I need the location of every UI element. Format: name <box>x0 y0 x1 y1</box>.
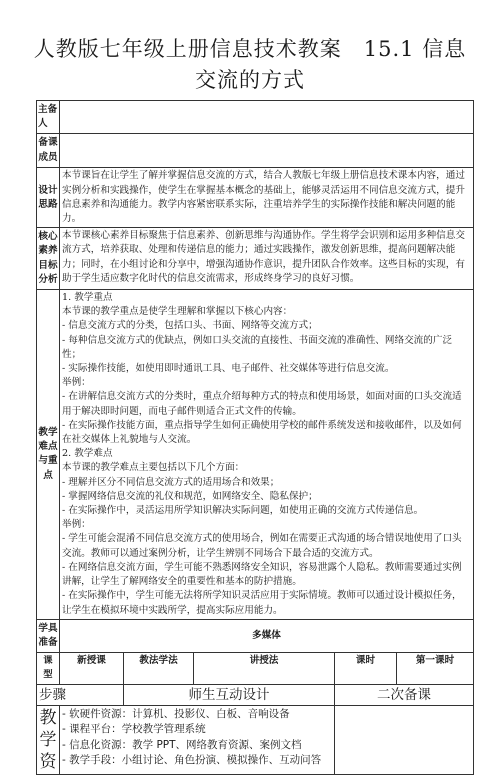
keypoints-line: - 在讲解信息交流方式的分类时，重点介绍每种方式的特点和使用场景，如面对面的口头交流适用于解决即时问题，而电子邮件则适合正式文件的传输。 <box>62 391 462 417</box>
keypoints-line: - 掌握网络信息交流的礼仪和规范，如网络安全、隐私保护； <box>62 490 318 502</box>
members-label: 备课 成员 <box>37 134 60 168</box>
keypoints-line: - 在实际操作中，学生可能无法将所学知识灵活应用于实际情境。教师可以通过设计模拟任务，让学生在模拟环境中实践所学，提高实际应用能力。 <box>62 590 462 616</box>
keypoints-line: 举例： <box>62 377 91 389</box>
resource-item: - 教学手段：小组讨论、角色扮演、模拟操作、互动问答 <box>62 754 322 767</box>
resources-label: 教 学 资 <box>37 705 60 774</box>
resource-item: - 课程平台：学校教学管理系统 <box>62 723 206 736</box>
resources-content <box>60 705 335 774</box>
type-value: 新授课 <box>60 653 124 684</box>
method-value: 讲授法 <box>194 653 335 684</box>
keypoints-line: - 学生可能会混淆不同信息交流方式的使用场合，例如在需要正式沟通的场合错误地使用了口头交流。教师可以通过案例分析，让学生辨别不同场合下最合适的交流方式。 <box>62 533 462 559</box>
resources-secondary <box>335 705 474 774</box>
keypoints-line: 2. 教学难点 <box>62 448 113 460</box>
keypoints-line: - 在实际操作中，灵活运用所学知识解决实际问题，如使用正确的交流方式传递信息。 <box>62 505 424 517</box>
keypoints-line: - 信息交流方式的分类，包括口头、书面、网络等交流方式； <box>62 320 318 332</box>
steps-label: 步骤 <box>37 684 124 705</box>
keypoints-label: 教学 难点 与重 点 <box>37 290 60 620</box>
row-preparer <box>37 101 474 134</box>
interaction-design-label: 师生互动设计 <box>124 684 335 705</box>
members-value <box>60 134 474 168</box>
keypoints-line: 举例： <box>62 519 91 531</box>
prep-value: 多媒体 <box>60 619 474 652</box>
design-text: 本节课旨在让学生了解并掌握信息交流的方式，结合人教版七年级上册信息技术课本内容，通过实例分析和实践操作，使学生在掌握基本概念的基础上，能够灵活运用不同信息交流方式，提升信息素养和沟通能力。教学内容紧密联系实际，注重培养学生的实际操作技能和解决问题的能力。 <box>60 168 474 228</box>
period-value: 第一课时 <box>397 653 474 684</box>
row-steps <box>37 684 474 705</box>
secondary-prep-label: 二次备课 <box>335 684 474 705</box>
keypoints-line: - 在实际操作技能方面，重点指导学生如何正确使用学校的邮件系统发送和接收邮件，以及如何在社交媒体上礼貌地与人交流。 <box>62 419 462 446</box>
row-prep <box>37 619 474 652</box>
row-type <box>37 653 474 684</box>
prep-label: 学具 准备 <box>37 619 60 652</box>
row-resources <box>37 705 474 774</box>
title-line-1: 人教版七年级上册信息技术教案 15.1 信息 <box>33 37 467 61</box>
document-title <box>0 34 500 96</box>
row-design <box>37 168 474 228</box>
preparer-label: 主备人 <box>37 101 60 134</box>
lesson-plan-table <box>36 100 474 775</box>
row-keypoints <box>37 290 474 620</box>
keypoints-line: 1. 教学重点 <box>62 292 113 304</box>
keypoints-line: - 每种信息交流方式的优缺点，例如口头交流的直接性、书面交流的准确性、网络交流的广泛性； <box>62 334 453 360</box>
keypoints-line: - 实际操作技能，如使用即时通讯工具、电子邮件、社交媒体等进行信息交流。 <box>62 363 395 375</box>
keypoints-line: - 在网络信息交流方面，学生可能不熟悉网络安全知识，容易泄露个人隐私。教师需要通过实例讲解，让学生了解网络安全的重要性和基本的防护措施。 <box>62 561 462 588</box>
keypoints-line: - 理解并区分不同信息交流方式的适用场合和效果； <box>62 476 280 488</box>
row-members <box>37 134 474 168</box>
preparer-value <box>60 101 474 134</box>
title-line-2: 交流的方式 <box>195 68 305 92</box>
resource-item: - 软硬件资源：计算机、投影仪、白板、音响设备 <box>62 707 290 720</box>
keypoints-line: 本节课的教学重点是使学生理解和掌握以下核心内容： <box>62 306 293 318</box>
design-label: 设计 思路 <box>37 168 60 228</box>
type-label: 课型 <box>37 653 60 684</box>
keypoints-content <box>60 290 474 620</box>
row-goals <box>37 228 474 290</box>
method-label: 教法学法 <box>124 653 194 684</box>
resource-item: - 信息化资源：教学 PPT、网络教育资源、案例文档 <box>62 738 302 751</box>
goals-text: 本节课核心素养目标聚焦于信息素养、创新思维与沟通协作。学生将学会识别和运用多种信息交流方式，培养获取、处理和传递信息的能力；通过实践操作，激发创新思维，提高问题解决能力；同时，在小组讨论和分享中，增强沟通协作意识，提升团队合作效率。这些目标的实现，有助于学生适应数字化时代的信息交流需求，形成终身学习的良好习惯。 <box>60 228 474 290</box>
goals-label: 核心 素养 目标 分析 <box>37 228 60 290</box>
period-label: 课时 <box>335 653 397 684</box>
keypoints-line: 本节课的教学难点主要包括以下几个方面： <box>62 462 245 474</box>
